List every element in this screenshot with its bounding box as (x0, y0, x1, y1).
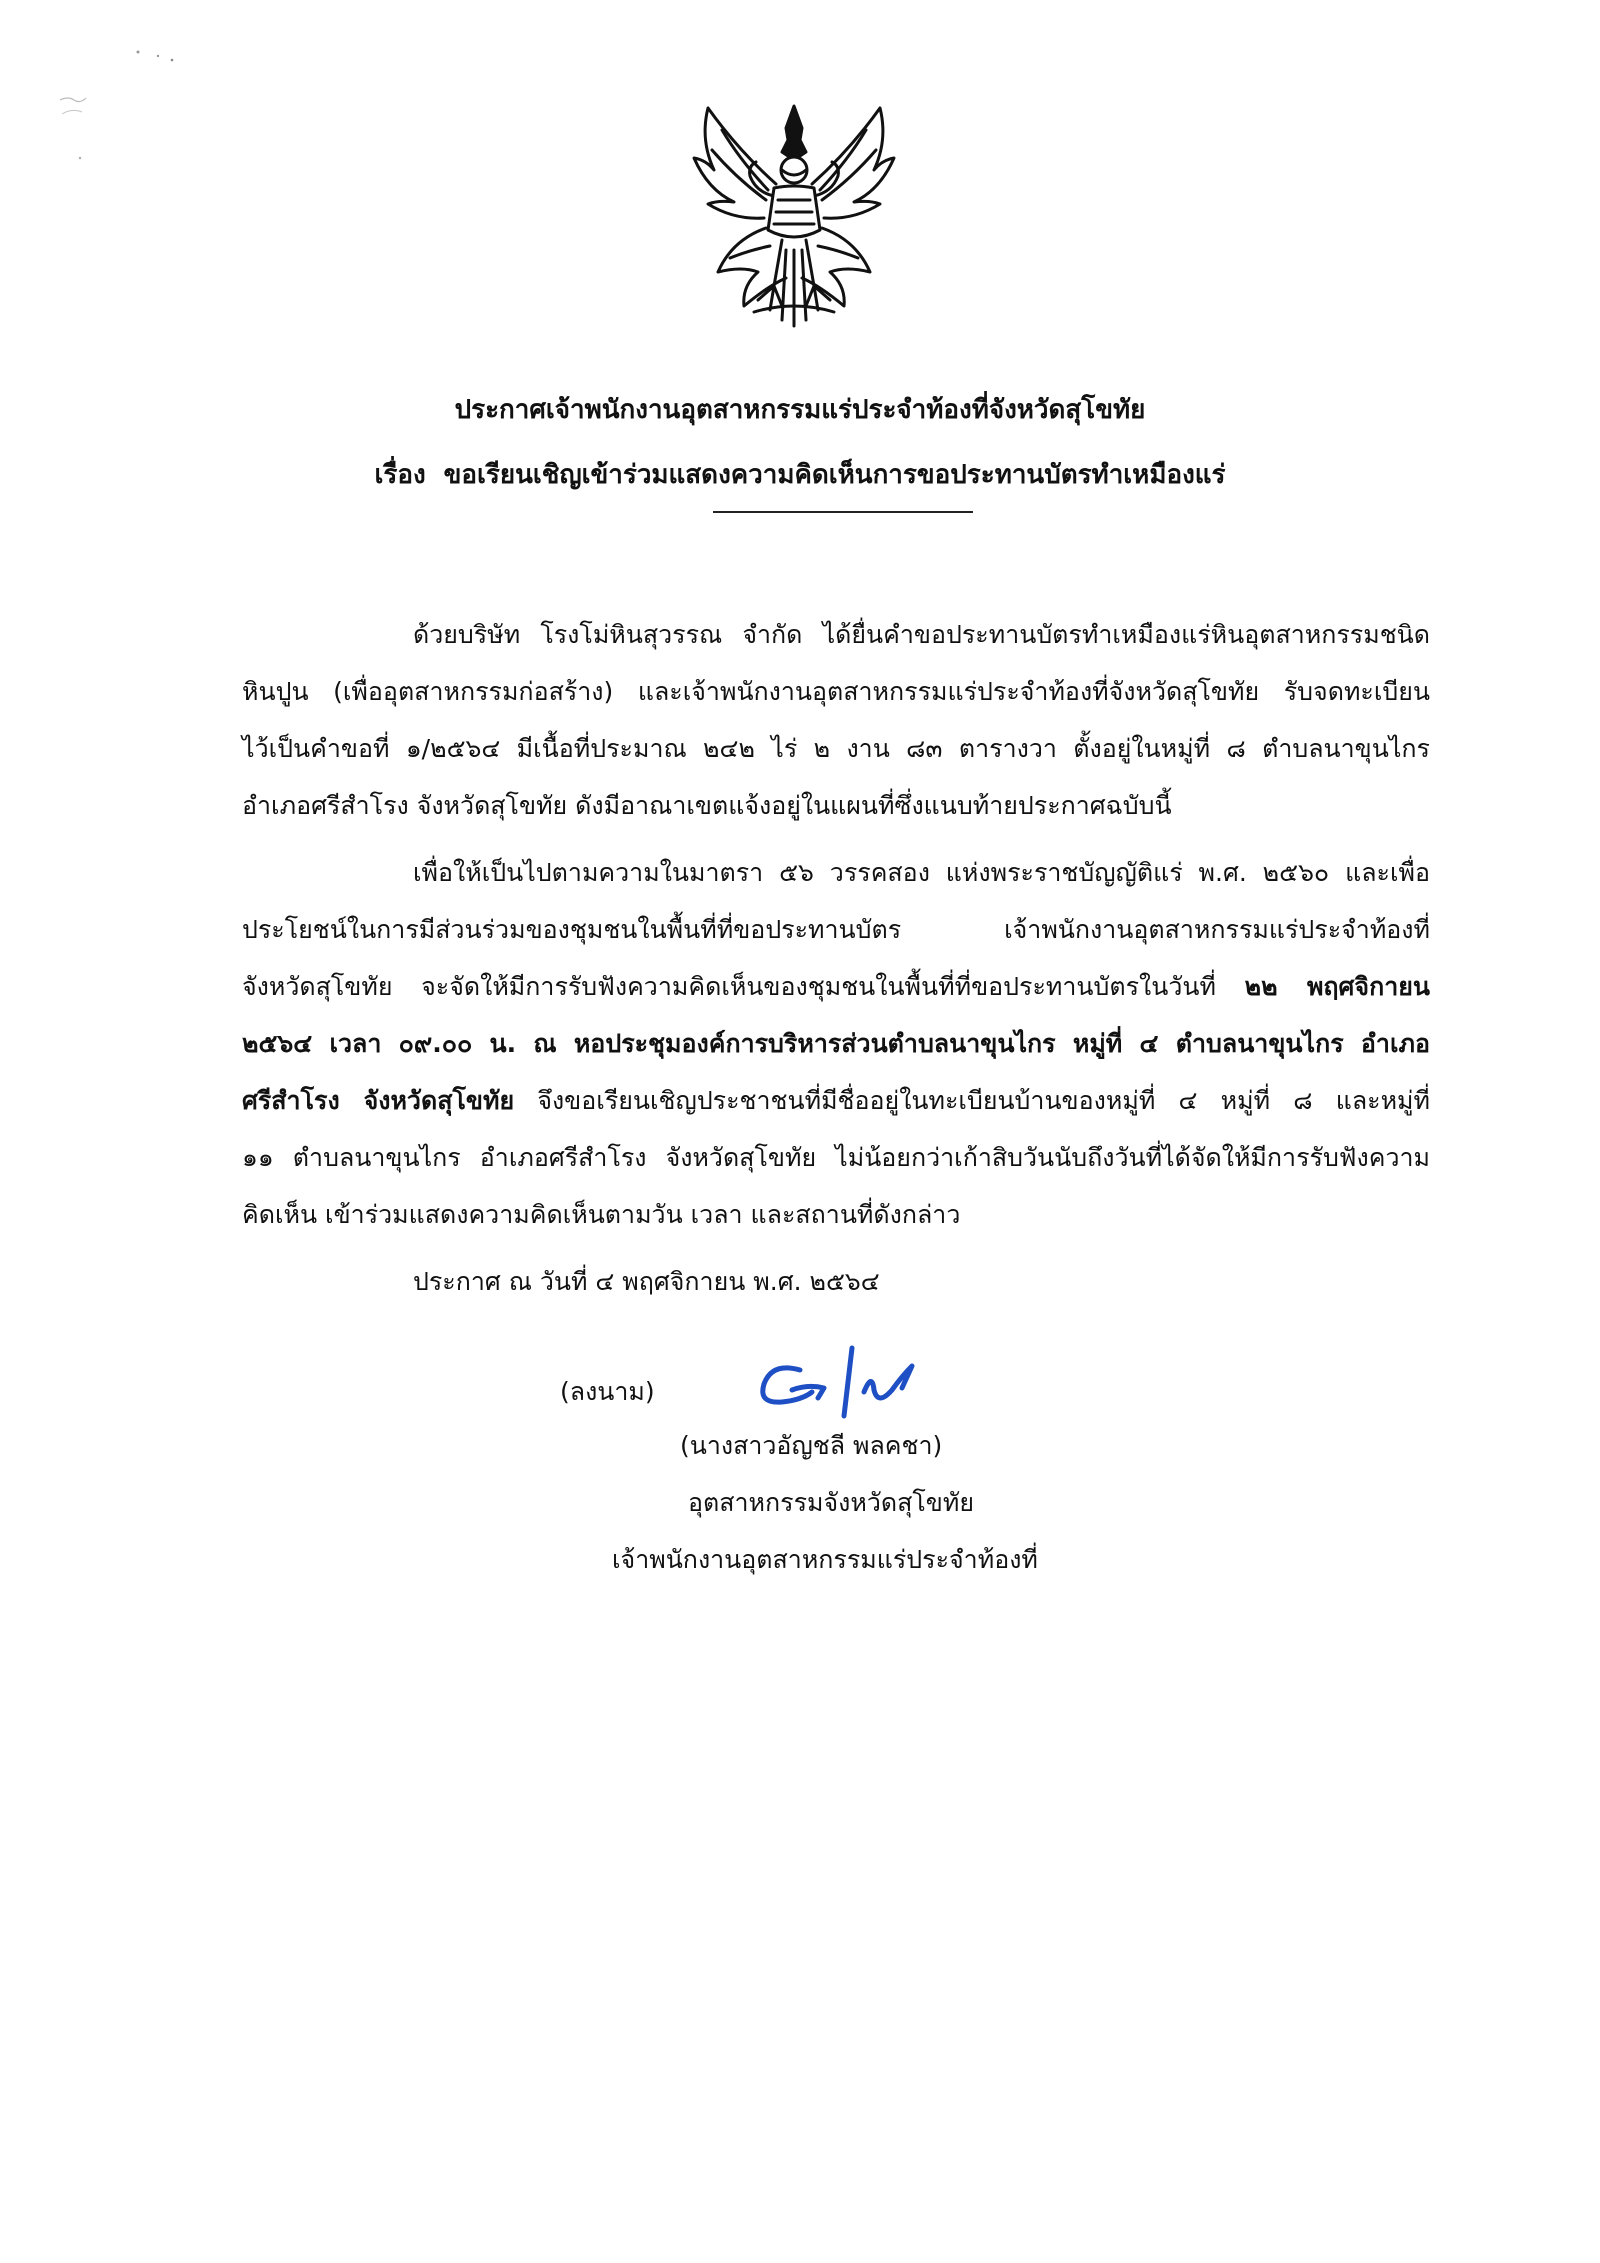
paragraph2-line (242, 967, 1430, 1007)
title-divider (713, 511, 973, 513)
handwritten-signature (752, 1340, 942, 1430)
signer-position: เจ้าพนักงานอุตสาหกรรมแร่ประจำท้องที่ (612, 1545, 1038, 1574)
signature-label: (ลงนาม) (560, 1377, 655, 1406)
paragraph1-line: หินปูน (เพื่ออุตสาหกรรมก่อสร้าง) และเจ้าพนักงานอุตสาหกรรมแร่ประจำท้องที่จังหวัดสุโขทัย รับจดทะเบียน (242, 677, 1430, 706)
meeting-details: ๒๕๖๔ เวลา ๐๙.๐๐ น. ณ หอประชุมองค์การบริหารส่วนตำบลนาขุนไกร หมู่ที่ ๔ ตำบลนาขุนไกร อำเภอ (242, 1029, 1430, 1058)
garuda-emblem-icon (678, 100, 910, 336)
subject-line (0, 455, 1600, 495)
meeting-location: ศรีสำโรง จังหวัดสุโขทัย (242, 1086, 515, 1115)
meeting-date: ๒๒ พฤศจิกายน (1244, 972, 1430, 1001)
paragraph1-line: ด้วยบริษัท โรงโม่หินสุวรรณ จำกัด ได้ยื่นคำขอประทานบัตรทำเหมืองแร่หินอุตสาหกรรมชนิด (413, 620, 1430, 649)
signer-position: อุตสาหกรรมจังหวัดสุโขทัย (688, 1488, 975, 1517)
announcement-date: ประกาศ ณ วันที่ ๔ พฤศจิกายน พ.ศ. ๒๕๖๔ (413, 1267, 880, 1296)
paragraph2-line: ๑๑ ตำบลนาขุนไกร อำเภอศรีสำโรง จังหวัดสุโขทัย ไม่น้อยกว่าเก้าสิบวันนับถึงวันที่ได้จัดให้มีการรับฟังความ (242, 1143, 1430, 1172)
paragraph2-line (242, 1081, 1430, 1121)
paragraph2-line: คิดเห็น เข้าร่วมแสดงความคิดเห็นตามวัน เวลา และสถานที่ดังกล่าว (242, 1200, 961, 1229)
signer-name: (นางสาวอัญชลี พลคชา) (680, 1431, 943, 1460)
paragraph1-line: อำเภอศรีสำโรง จังหวัดสุโขทัย ดังมีอาณาเขตแจ้งอยู่ในแผนที่ซึ่งแนบท้ายประกาศฉบับนี้ (242, 791, 1172, 820)
paragraph1-line: ไว้เป็นคำขอที่ ๑/๒๕๖๔ มีเนื้อที่ประมาณ ๒๔๒ ไร่ ๒ งาน ๘๓ ตารางวา ตั้งอยู่ในหมู่ที่ ๘ ตำบลนาขุนไกร (242, 734, 1430, 763)
subject-label: เรื่อง (374, 460, 426, 490)
paragraph2-line: ประโยชน์ในการมีส่วนร่วมของชุมชนในพื้นที่ที่ขอประทานบัตร เจ้าพนักงานอุตสาหกรรมแร่ประจำท้องที่ (242, 915, 1430, 944)
paragraph2-text: จึงขอเรียนเชิญประชาชนที่มีชื่ออยู่ในทะเบียนบ้านของหมู่ที่ ๔ หมู่ที่ ๘ และหมู่ที่ (537, 1086, 1431, 1115)
paragraph2-text: จังหวัดสุโขทัย จะจัดให้มีการรับฟังความคิดเห็นของชุมชนในพื้นที่ที่ขอประทานบัตรในวันที่ (242, 972, 1216, 1001)
announcement-title: ประกาศเจ้าพนักงานอุตสาหกรรมแร่ประจำท้องที่จังหวัดสุโขทัย (454, 395, 1146, 425)
subject-text: ขอเรียนเชิญเข้าร่วมแสดงความคิดเห็นการขอประทานบัตรทำเหมืองแร่ (443, 460, 1226, 490)
scan-speckle (40, 40, 180, 180)
paragraph2-line: เพื่อให้เป็นไปตามความในมาตรา ๕๖ วรรคสอง แห่งพระราชบัญญัติแร่ พ.ศ. ๒๕๖๐ และเพื่อ (413, 858, 1430, 887)
